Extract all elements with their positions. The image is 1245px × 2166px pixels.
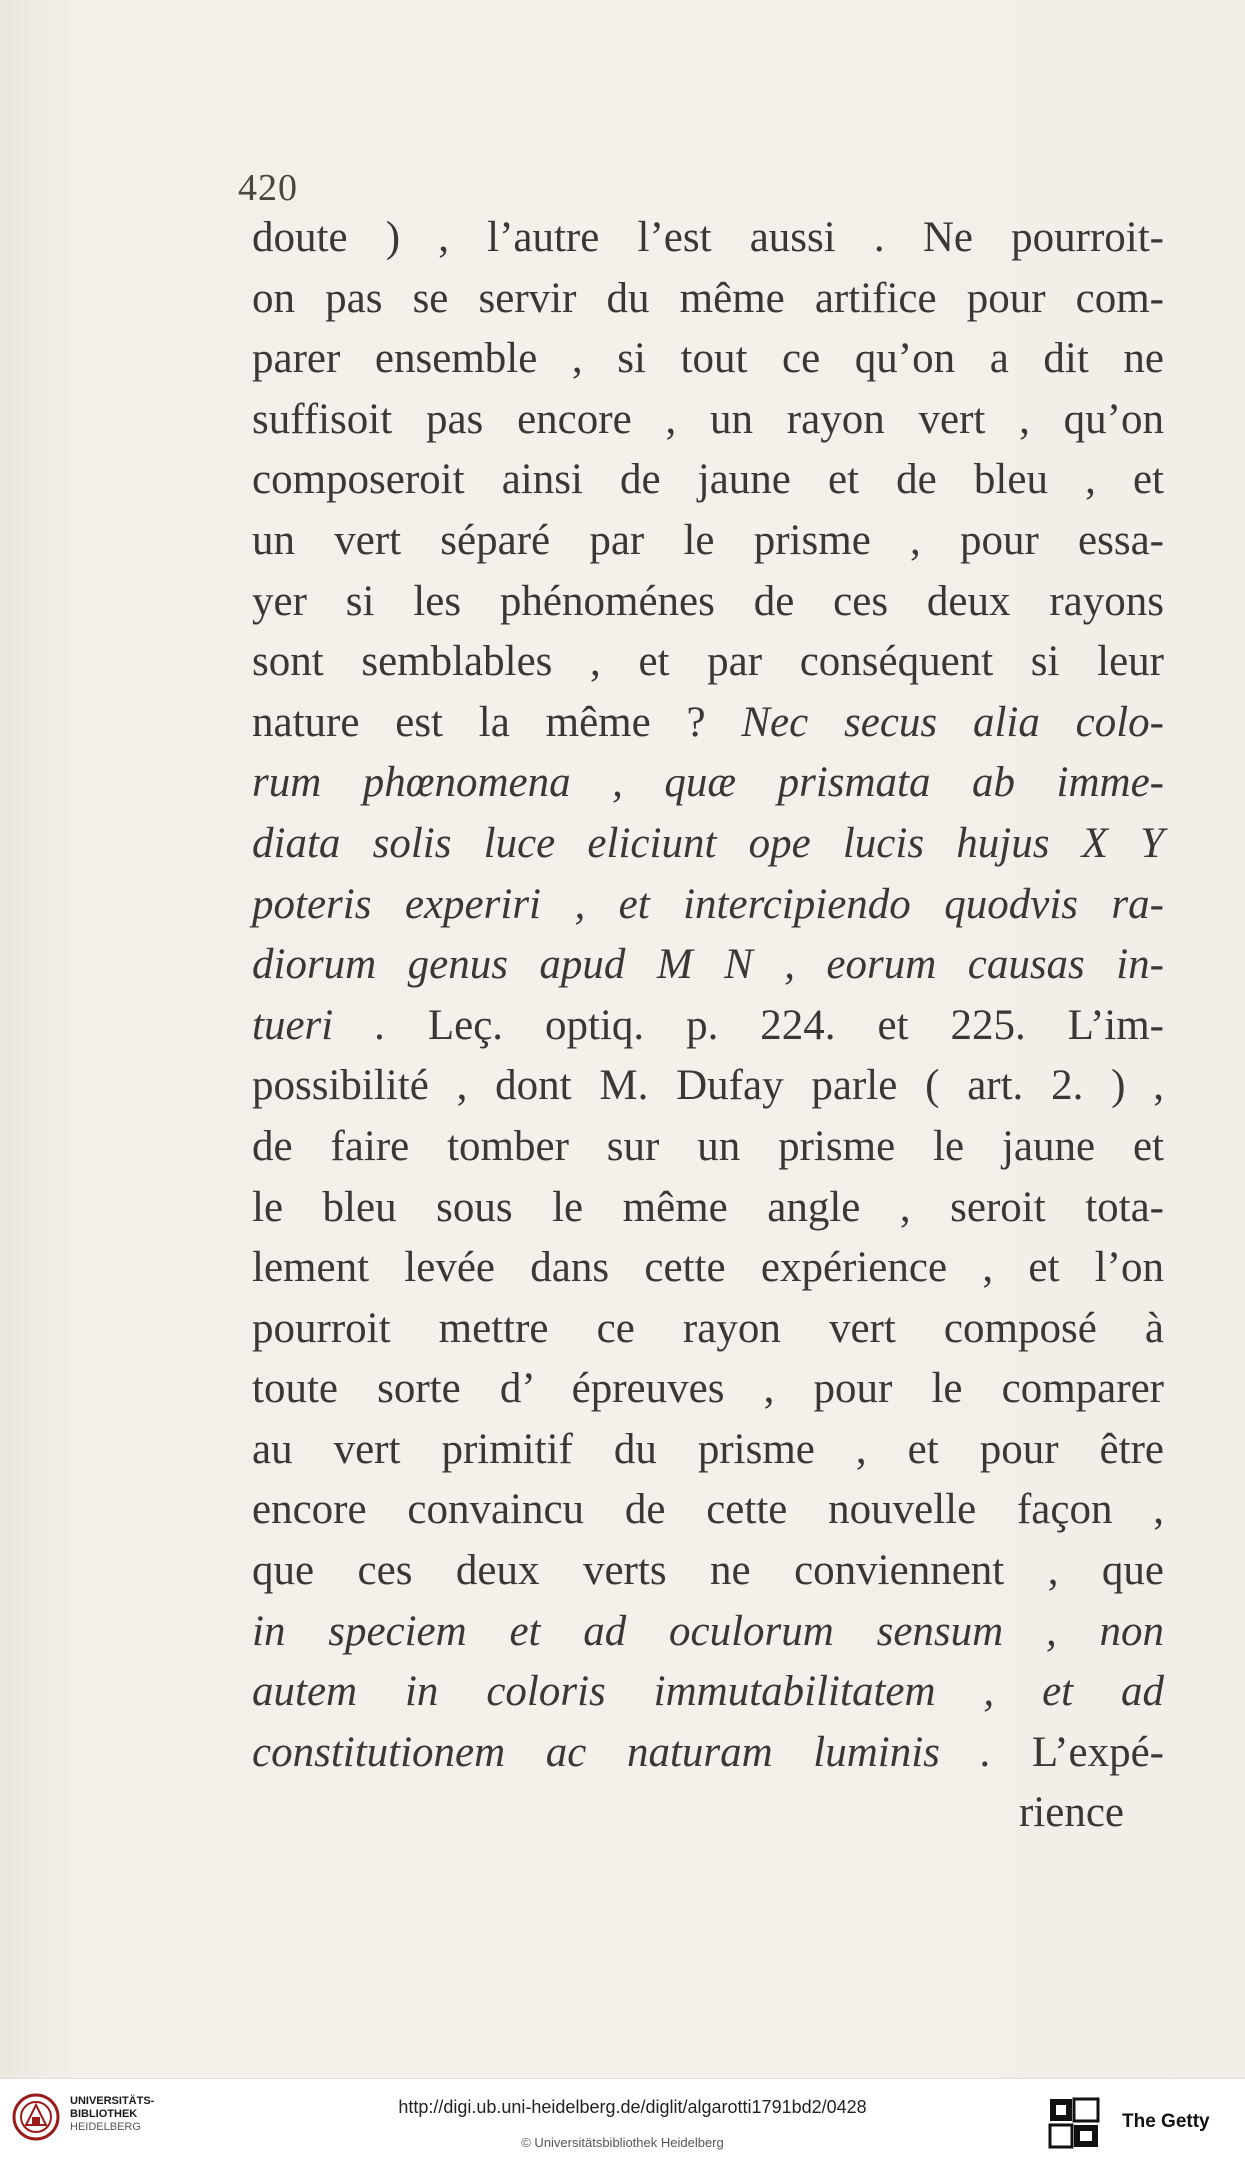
text-line <box>252 1602 1164 1663</box>
text-line <box>252 1178 1164 1239</box>
roman-text: que ces deux verts ne conviennent , que <box>252 1547 1164 1595</box>
italic-text: rum phœnomena , quæ prismata ab imme- <box>252 759 1164 807</box>
text-line <box>252 753 1164 814</box>
roman-text: nature est la même ? <box>252 698 742 746</box>
text-line <box>252 875 1164 936</box>
roman-text: le bleu sous le même angle , seroit tota- <box>252 1183 1164 1231</box>
text-line <box>252 1783 1164 1844</box>
text-line <box>252 814 1164 875</box>
italic-text: constitutionem ac naturam luminis . <box>252 1728 992 1776</box>
footer-bar <box>0 2078 1245 2166</box>
text-line <box>252 1662 1164 1723</box>
text-line <box>252 1299 1164 1360</box>
text-line <box>252 935 1164 996</box>
text-line <box>252 511 1164 572</box>
roman-text: on pas se servir du même artifice pour com- <box>252 274 1164 322</box>
roman-text: parer ensemble , si tout ce qu’on a dit ne <box>252 335 1164 383</box>
text-line <box>252 1723 1164 1784</box>
partner-name[interactable]: The Getty <box>1122 2111 1210 2132</box>
italic-text: diorum genus apud M N , eorum causas in- <box>252 941 1164 989</box>
text-line <box>252 269 1164 330</box>
roman-text: encore convaincu de cette nouvelle façon , <box>252 1486 1164 1534</box>
page-text <box>252 208 1164 1844</box>
text-line <box>252 1541 1164 1602</box>
text-line <box>252 632 1164 693</box>
roman-text: L’expé- <box>991 1728 1164 1776</box>
text-line <box>252 1480 1164 1541</box>
getty-logo-icon[interactable] <box>1048 2097 1100 2149</box>
italic-text: in speciem et ad oculorum sensum , <box>252 1607 1100 1655</box>
institution-line-2: BIBLIOTHEK <box>70 2108 138 2120</box>
italic-text: poteris experiri , et intercipiendo quodvis ra- <box>252 880 1164 928</box>
text-line <box>252 572 1164 633</box>
roman-text: yer si les phénoménes de ces deux rayons <box>252 577 1164 625</box>
italic-text: Nec secus alia colo- <box>741 698 1164 746</box>
text-line <box>252 1117 1164 1178</box>
roman-text: de faire tomber sur un prisme le jaune et <box>252 1122 1164 1170</box>
page-number: 420 <box>238 167 298 209</box>
italic-text: diata solis luce eliciunt ope lucis hujus X Y <box>252 819 1164 867</box>
roman-text: lement levée dans cette expérience , et l’on <box>252 1244 1164 1292</box>
institution-line-3: HEIDELBERG <box>70 2121 141 2133</box>
text-line <box>252 1056 1164 1117</box>
text-line <box>252 996 1164 1057</box>
text-line <box>252 390 1164 451</box>
roman-text: toute sorte d’ épreuves , pour le comparer <box>252 1365 1164 1413</box>
institution-line-1: UNIVERSITÄTS- <box>70 2095 155 2107</box>
roman-text: possibilité , dont M. Dufay parle ( art. 2. ) , <box>252 1062 1164 1110</box>
text-line <box>252 450 1164 511</box>
italic-text: non <box>1099 1607 1164 1655</box>
text-line <box>252 329 1164 390</box>
text-line <box>252 693 1164 754</box>
roman-text: rience <box>1018 1789 1124 1837</box>
roman-text: pourroit mettre ce rayon vert composé à <box>252 1304 1164 1352</box>
copyright-notice: © Universitätsbibliothek Heidelberg <box>521 2135 724 2150</box>
roman-text: au vert primitif du prisme , et pour être <box>252 1425 1164 1473</box>
roman-text: Leç. optiq. p. 224. et 225. L’im- <box>385 1001 1165 1049</box>
text-line <box>252 1359 1164 1420</box>
roman-text: doute ) , l’autre l’est aussi . Ne pourroit- <box>252 214 1164 261</box>
text-line <box>252 208 1164 269</box>
text-line <box>252 1420 1164 1481</box>
roman-text: composeroit ainsi de jaune et de bleu , et <box>252 456 1164 504</box>
roman-text: un vert séparé par le prisme , pour essa- <box>252 516 1164 564</box>
italic-text: tueri . <box>252 1001 386 1049</box>
roman-text: sont semblables , et par conséquent si leur <box>252 638 1164 686</box>
roman-text: suffisoit pas encore , un rayon vert , qu’on <box>252 395 1164 443</box>
permalink-url[interactable]: http://digi.ub.uni-heidelberg.de/diglit/algarotti1791bd2/0428 <box>398 2097 867 2117</box>
italic-text: autem in coloris immutabilitatem , et ad <box>252 1668 1164 1716</box>
text-line <box>252 1238 1164 1299</box>
